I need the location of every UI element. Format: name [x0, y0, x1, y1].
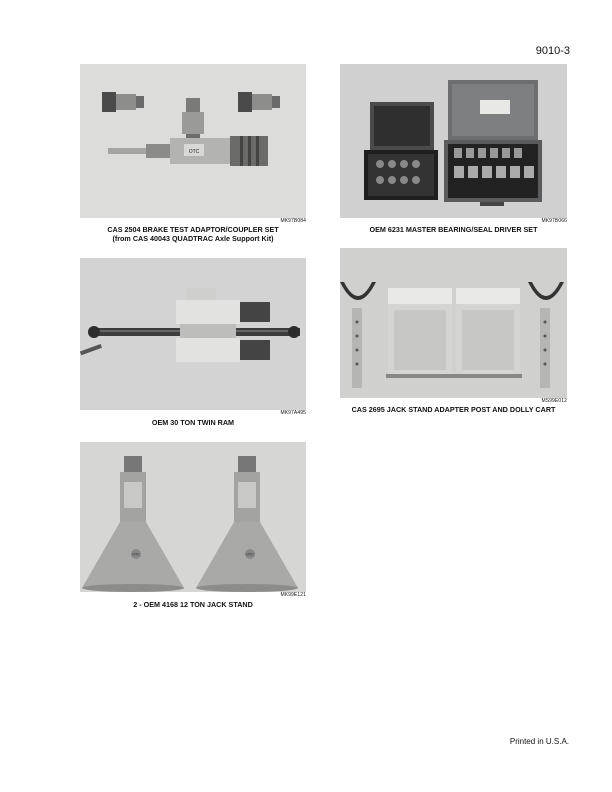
otc-stand-left-label: OTC [132, 552, 140, 557]
right-case [444, 80, 542, 206]
caption-line: OEM 6231 MASTER BEARING/SEAL DRIVER SET [369, 225, 538, 234]
photo-jack-stands [80, 442, 306, 592]
page-number: 9010-3 [535, 45, 570, 57]
photo-bearing-seal-driver-set [340, 64, 567, 218]
figure-code: MK99E121 [280, 592, 306, 598]
twin-ram-illustration [80, 258, 306, 410]
figure-code: MK97A495 [280, 410, 306, 416]
brake-adaptor-illustration [80, 64, 306, 218]
figure-caption [80, 418, 306, 427]
otc-stand-right-label: OTC [246, 552, 254, 557]
photo-brake-test-adaptor [80, 64, 306, 218]
right-fitting [238, 92, 280, 112]
ram-bodies [176, 288, 270, 362]
caption-line: OEM 30 TON TWIN RAM [151, 418, 235, 427]
caption-line: CAS 2695 JACK STAND ADAPTER POST AND DOLLY CART [351, 405, 556, 414]
figure-caption [340, 225, 567, 234]
photo-twin-ram [80, 258, 306, 410]
footer-printed: Printed in U.S.A. [509, 737, 569, 746]
driver-set-illustration [340, 64, 567, 218]
adapter-dolly-illustration [340, 248, 567, 398]
left-adapter-post [340, 282, 376, 388]
figure-code: MK97B066 [541, 218, 567, 224]
caption-line: CAS 2504 BRAKE TEST ADAPTOR/COUPLER SET [107, 225, 279, 234]
figure-code: MS99E012 [541, 398, 567, 404]
left-jack-stand [82, 456, 184, 592]
figure-code: MK97B084 [280, 218, 306, 224]
right-adapter-post [528, 282, 564, 388]
right-jack-stand [196, 456, 298, 592]
caption-line: (from CAS 40043 QUADTRAC Axle Support Kit) [112, 234, 274, 243]
dolly-cart [386, 288, 522, 378]
coupler-body [108, 136, 268, 166]
caption-line: 2 - OEM 4168 12 TON JACK STAND [133, 600, 253, 609]
jack-stands-illustration [80, 442, 306, 592]
figure-caption [80, 600, 306, 609]
figure-caption [80, 225, 306, 243]
otc-coupler-label: OTC [188, 149, 200, 155]
figure-caption [340, 405, 567, 414]
left-case [364, 102, 438, 200]
photo-adapter-post-dolly [340, 248, 567, 398]
handle [80, 344, 102, 355]
left-fitting [102, 92, 144, 112]
